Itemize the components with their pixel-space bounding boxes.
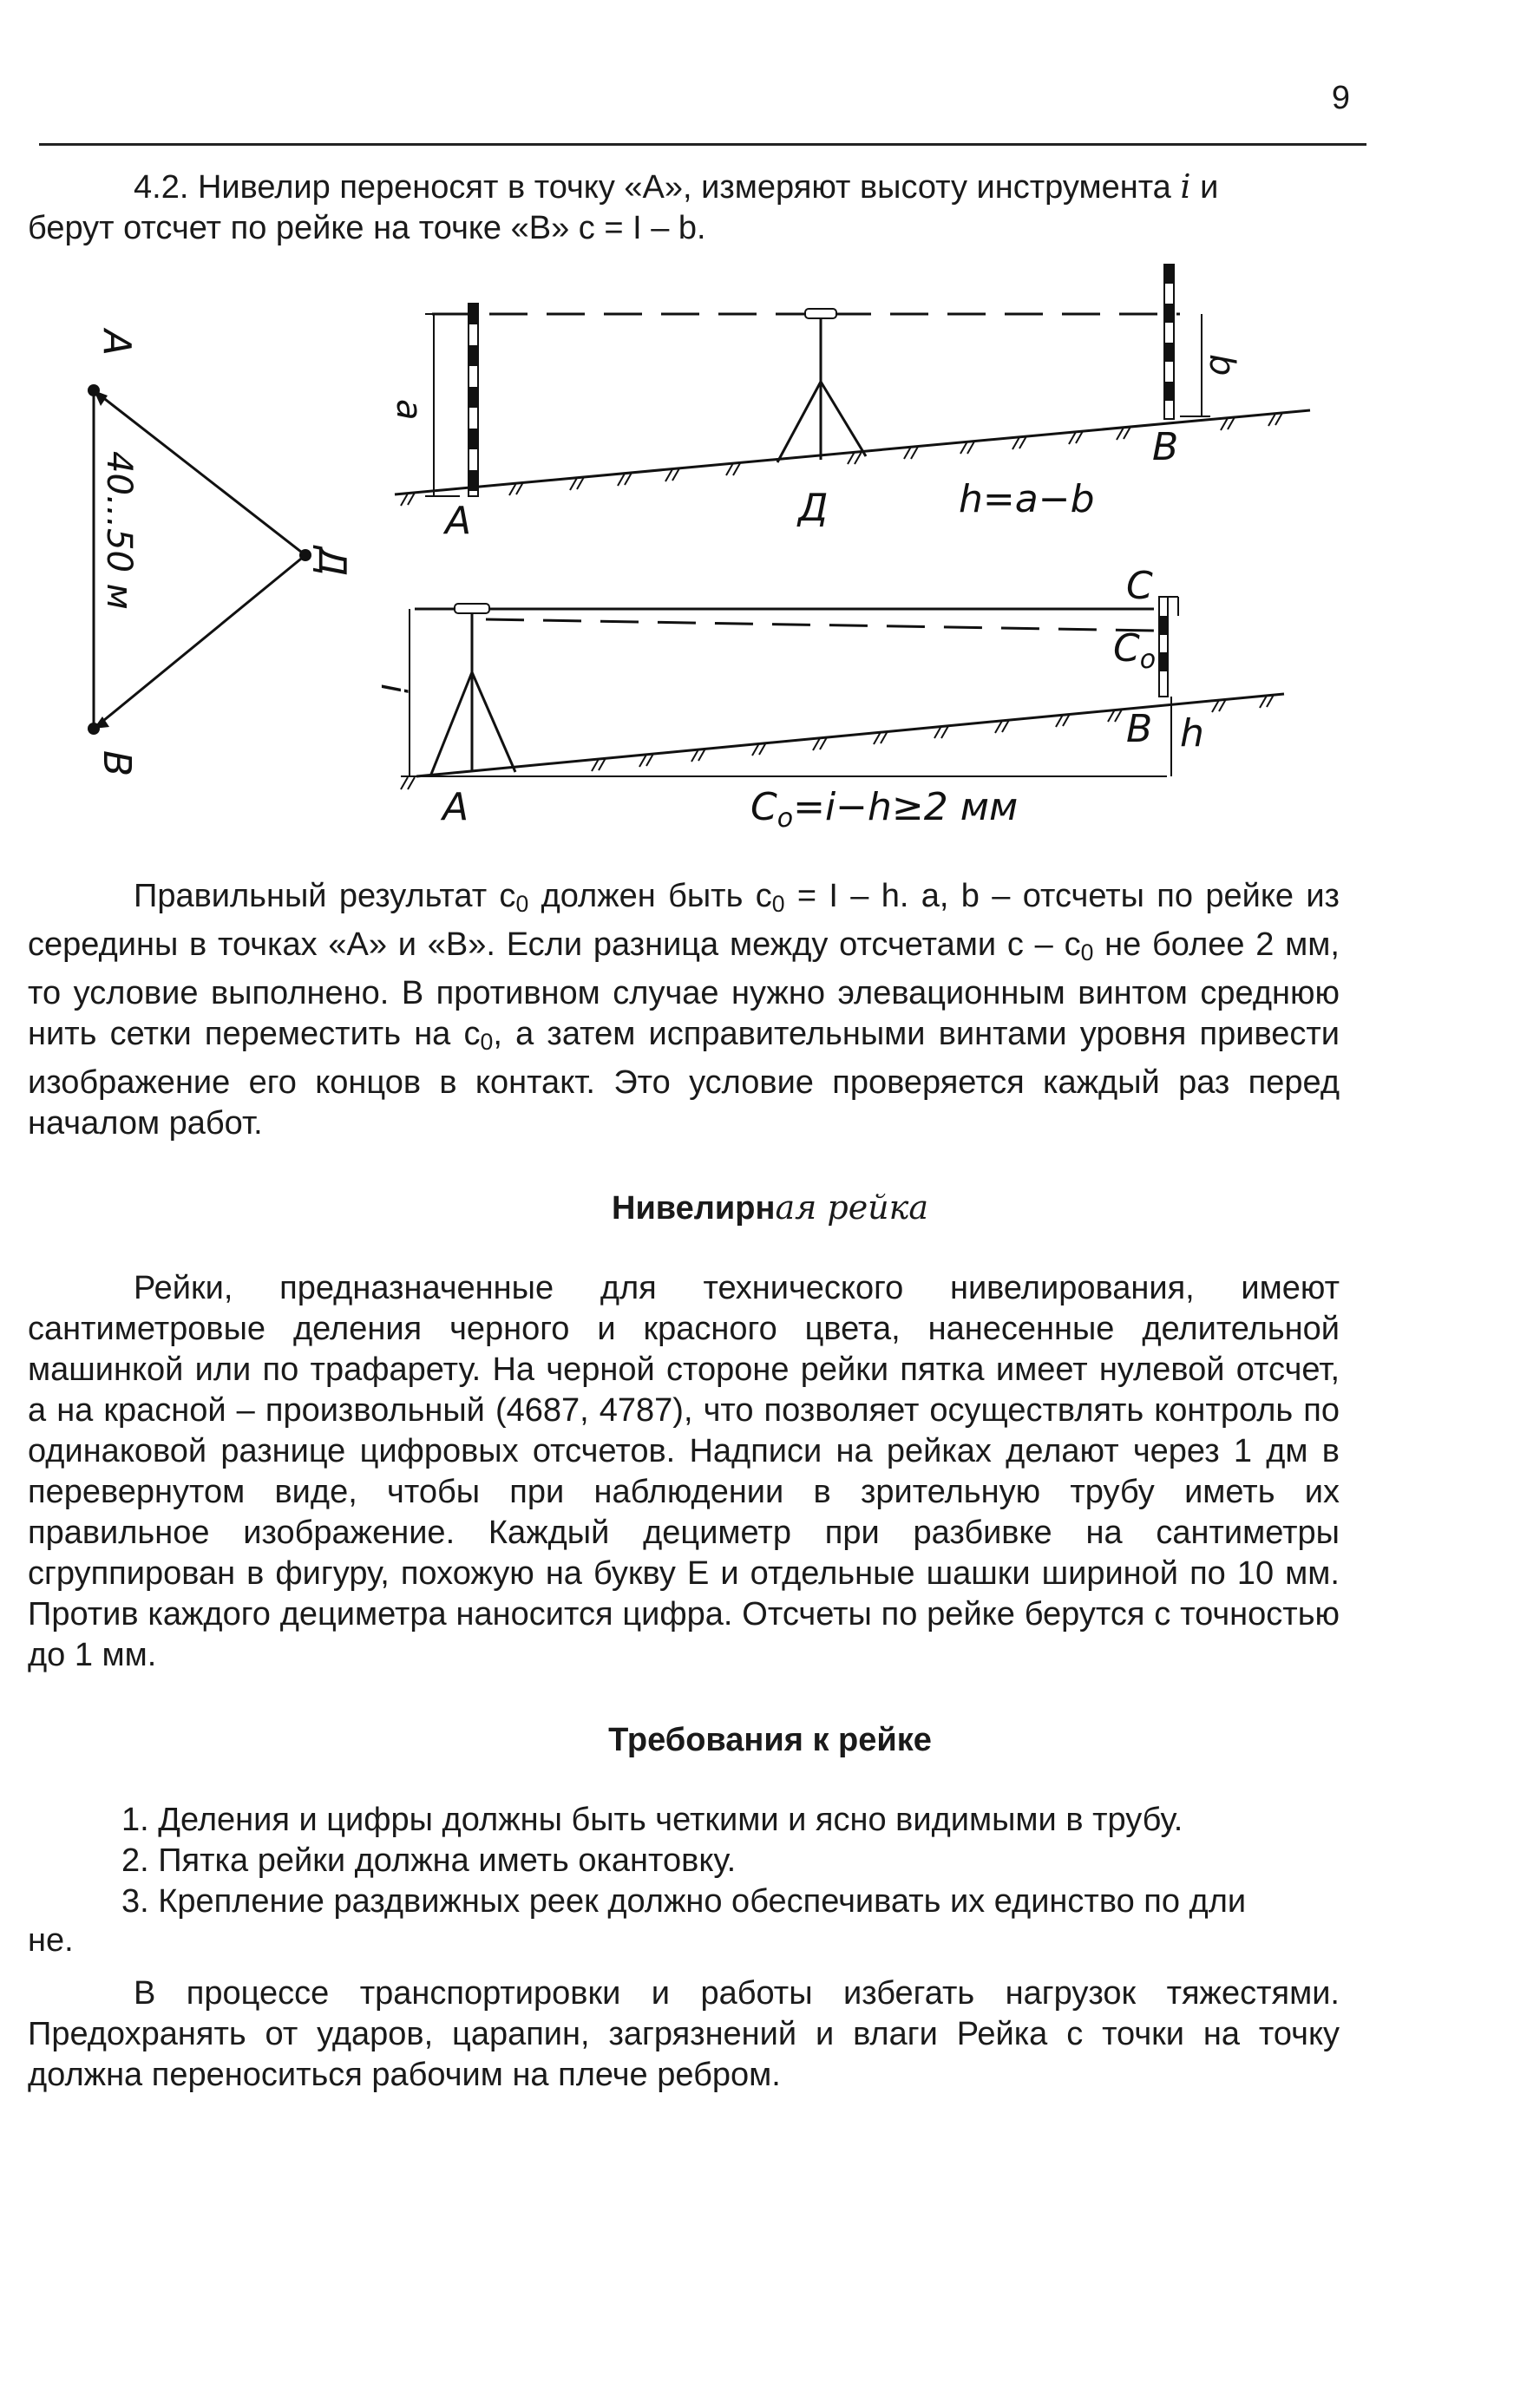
bottom-level-instrument — [455, 604, 489, 613]
bottom-label-c0 — [1113, 626, 1156, 675]
header-rule — [39, 143, 1366, 146]
top-level-instrument — [805, 309, 836, 318]
bottom-label-i: i — [373, 684, 413, 694]
bottom-label-h: h — [1180, 711, 1204, 756]
paragraph-result — [28, 876, 1340, 1144]
top-point-a: А — [445, 499, 472, 543]
section-4-2 — [28, 167, 1340, 249]
top-formula: h=a−b — [959, 477, 1095, 521]
requirement-3-continuation: не. — [28, 1922, 74, 1959]
bottom-diagram — [373, 564, 1284, 834]
top-label-b: b — [1202, 354, 1242, 376]
triangle-distance: 40...50 м — [99, 451, 139, 610]
triangle-vertex-d: Д — [310, 546, 354, 577]
heading-leveling-rod — [0, 1188, 1540, 1227]
section-4-2-line2: берут отсчет по рейке на точке «В» с = I – b. — [28, 210, 706, 246]
top-ground-hatching — [401, 413, 1282, 506]
result-text-5: , а затем исправительными винтами уровня привести изображение его концов в контакт. Это условие проверяется каждый раз перед началом работ. — [28, 1016, 1340, 1142]
bottom-point-b: В — [1126, 707, 1153, 751]
point-a-dot — [88, 384, 100, 396]
requirement-3: 3. Крепление раздвижных реек должно обеспечивать их единство по дли — [121, 1883, 1247, 1920]
result-sub-4: 0 — [480, 1029, 494, 1055]
bottom-ground-line — [416, 694, 1284, 776]
triangle-vertex-b: В — [95, 750, 139, 777]
heading-rod-printed: Нивелирн — [612, 1190, 776, 1227]
instrument-height-symbol: i — [1180, 167, 1191, 206]
paragraph-transport: В процессе транспортировки и работы избегать нагрузок тяжестями. Предохранять от ударов, царапин, загрязнений и влаги Рейка с точки на точку должна переноситься рабочим на плече ребром. — [28, 1975, 1340, 2093]
heading-requirements: Требования к рейке — [608, 1722, 932, 1758]
bottom-formula-rest: =i−h≥2 мм — [793, 785, 1019, 829]
paragraph-rod: Рейки, предназначенные для технического нивелирования, имеют сантиметровые деления черного и красного цвета, нанесенные делительной машинкой или по трафарету. На черной стороне рейки пятка имеет нулевой отсчет, а на красной – произвольный (4687, 4787), что позволяет осуществлять контроль по одинаковой разнице цифровых отсчетов. Надписи на рейках делают через 1 дм в перевернутом виде, чтобы при наблюдении в зрительную трубу иметь их правильное изображение. Каждый дециметр при разбивке на сантиметры сгруппирован в фигуру, похожую на букву Е и отдельные шашки шириной по 10 мм. Против каждого дециметра наносится цифра. Отсчеты по рейке берутся с точностью до 1 мм. — [28, 1270, 1340, 1673]
result-text-1: Правильный результат с — [134, 878, 516, 914]
result-text-4: не более 2 мм, то условие выполнено. В противном случае нужно элевационным винтом среднюю нить сетки переместить на с — [28, 926, 1340, 1052]
bottom-label-c0-letter: С — [1113, 626, 1140, 671]
result-sub-1: 0 — [515, 891, 529, 917]
requirement-1: 1. Деления и цифры должны быть четкими и ясно видимыми в трубу. — [121, 1802, 1183, 1838]
bottom-formula-c: С — [750, 785, 777, 829]
top-point-d: Д — [798, 486, 829, 530]
bottom-point-a: А — [442, 785, 469, 829]
triangle-vertex-a: А — [95, 330, 139, 357]
top-label-a: a — [389, 399, 429, 421]
requirement-2: 2. Пятка рейки должна иметь окантовку. — [121, 1842, 737, 1879]
bottom-formula — [750, 785, 1018, 834]
point-b-dot — [88, 723, 100, 735]
bottom-staff-b — [1159, 597, 1168, 697]
bottom-label-c: С — [1126, 564, 1153, 608]
result-sub-2: 0 — [771, 891, 785, 917]
heading-rod-handwritten: ая рейка — [775, 1188, 928, 1227]
leveling-figure — [0, 252, 1540, 841]
section-4-2-line1: 4.2. Нивелир переносят в точку «А», измеряют высоту инструмента — [134, 169, 1181, 206]
page-number: 9 — [1331, 80, 1350, 116]
result-text-2: должен быть с — [528, 878, 772, 914]
result-sub-3: 0 — [1080, 939, 1094, 965]
bottom-label-c0-sub: о — [1139, 645, 1157, 675]
bottom-line-of-sight-correct — [486, 619, 1154, 631]
point-d-dot — [299, 549, 311, 561]
result-text-3: = I – h. a, b – отсчеты по рейке из середины в точках «А» и «В». Если разница между отсчетами с – с — [28, 878, 1340, 963]
bottom-formula-sub: о — [777, 803, 794, 834]
section-4-2-line1-end: и — [1190, 169, 1219, 206]
top-diagram — [389, 265, 1310, 543]
top-point-b: В — [1152, 425, 1179, 469]
